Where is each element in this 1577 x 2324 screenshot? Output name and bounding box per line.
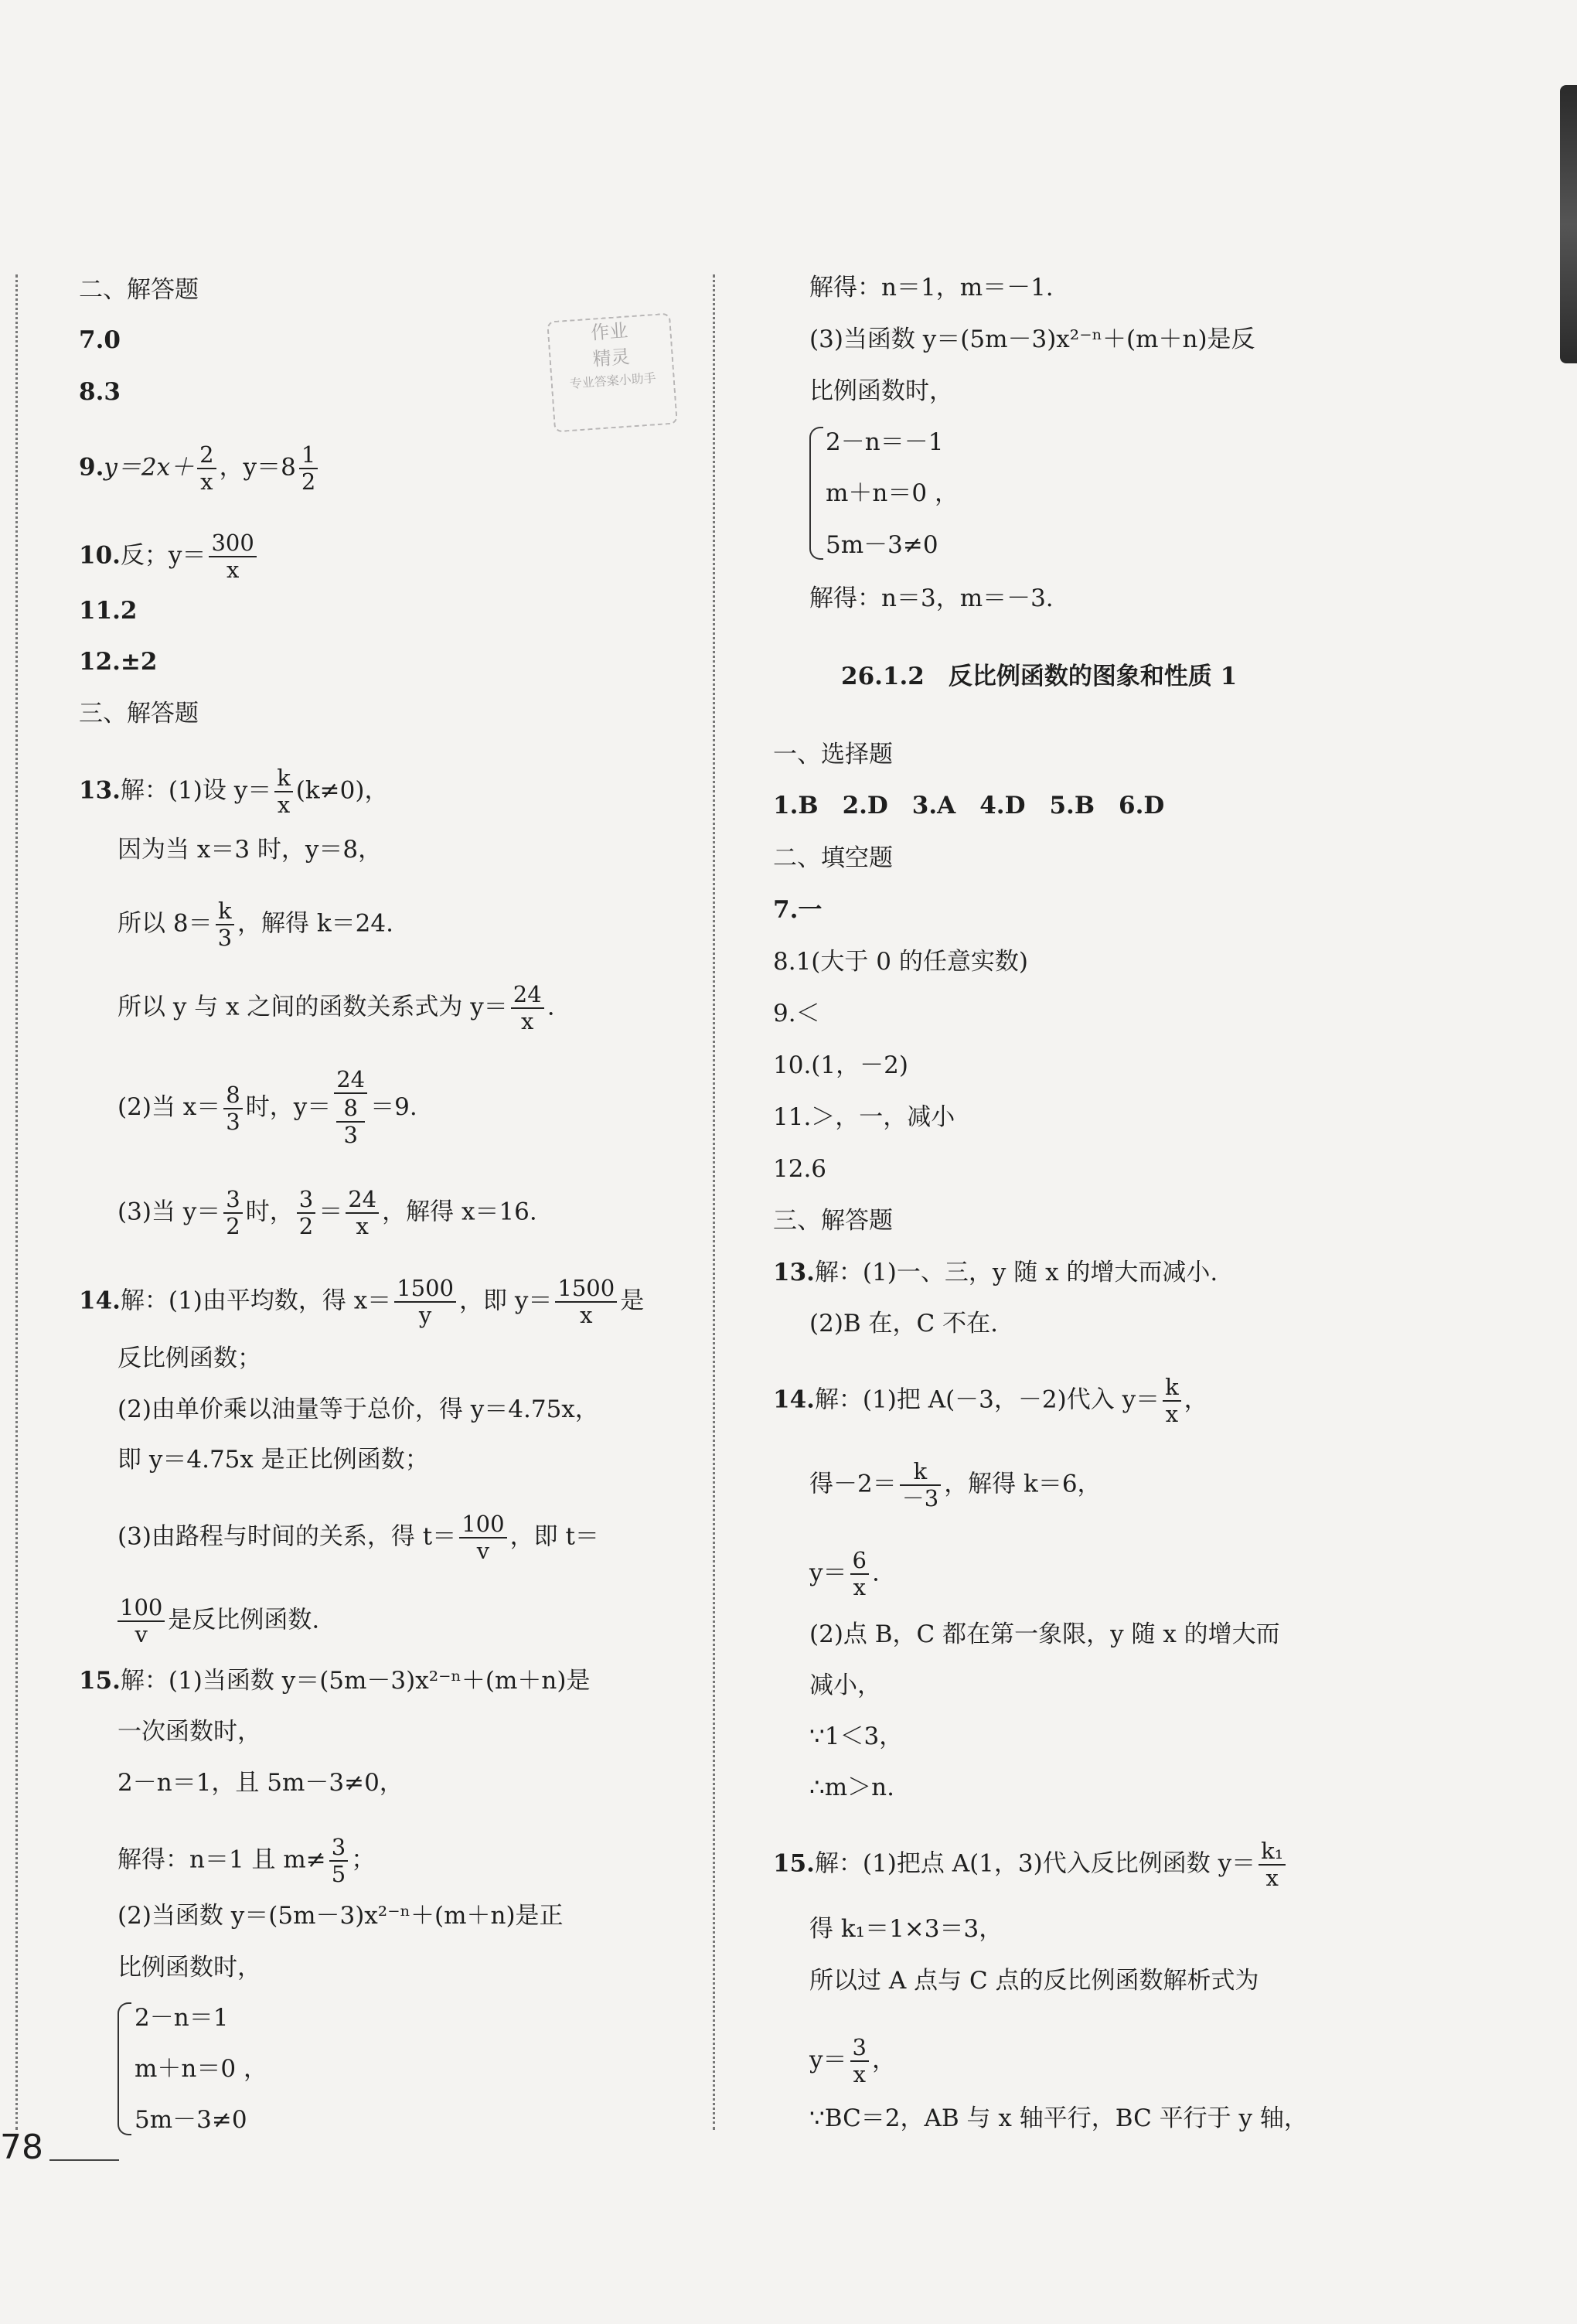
denominator: x [200, 469, 213, 495]
text: 解：(1)设 y＝ [120, 776, 272, 805]
text: y＝ [809, 1559, 847, 1587]
fraction [394, 1276, 456, 1328]
text: ， [871, 2046, 896, 2074]
watermark-stamp [547, 313, 678, 433]
section-heading: 三、解答题 [773, 1207, 893, 1235]
numerator: 6 [850, 1548, 869, 1575]
scan-edge-shadow [1560, 85, 1577, 363]
r-line4: 解得：n＝3，m＝－3. [809, 584, 1054, 612]
r-q13-line1 [773, 1257, 1218, 1288]
item-number: 9. [79, 453, 104, 482]
fraction [555, 1276, 617, 1328]
system-eq2: m＋n＝0 ， [135, 2055, 267, 2083]
system-eq1: 2－n＝－1 [826, 428, 944, 456]
column-divider-left [15, 274, 18, 2130]
text: ，即 y＝ [459, 1286, 553, 1315]
denominator: x [1165, 1401, 1179, 1427]
q13-line5 [118, 1067, 417, 1150]
text: 是反比例函数. [168, 1606, 320, 1634]
numerator: 3 [329, 1835, 348, 1862]
denominator: 2 [301, 469, 316, 495]
q13-line6 [118, 1187, 537, 1239]
denominator: 2 [226, 1213, 240, 1239]
denominator: x [853, 1574, 866, 1600]
numerator: k [900, 1459, 941, 1486]
text: . [547, 993, 555, 1021]
r-q14-line6: ∵1＜3， [809, 1723, 904, 1750]
denominator: x [277, 792, 291, 818]
fraction [511, 982, 544, 1034]
text: . [871, 1559, 880, 1587]
text: ＝ [318, 1198, 343, 1226]
item-number: 14. [79, 1286, 121, 1315]
r-q14-line7: ∴m＞n. [809, 1774, 894, 1801]
numerator: 3 [850, 2035, 869, 2062]
q13-line2: 因为当 x＝3 时，y＝8， [118, 836, 383, 864]
text: 解得：n＝1 且 m≠ [118, 1845, 326, 1874]
answer-7: 7.0 [79, 326, 121, 354]
numerator: 24 [334, 1067, 367, 1094]
fraction [118, 1595, 165, 1648]
item-number: 15. [79, 1667, 121, 1695]
text: 时，y＝ [245, 1093, 332, 1121]
r-q14-line1 [773, 1375, 1208, 1427]
inner-numerator: 8 [336, 1096, 365, 1123]
r-q14-line3 [809, 1548, 880, 1600]
r-q13-line2: (2)B 在，C 不在. [809, 1310, 998, 1337]
text: ， [1184, 1385, 1208, 1414]
text: 解：(1)把 A(－3，－2)代入 y＝ [814, 1385, 1160, 1414]
fraction [223, 1187, 242, 1239]
system-eq1: 2－n＝1 [135, 2004, 229, 2032]
fill-9: 9.＜ [773, 1000, 820, 1027]
system-eq2: m＋n＝0 ， [826, 479, 959, 507]
numerator: 300 [209, 530, 256, 557]
numerator: k [274, 765, 293, 792]
r-line1: 解得：n＝1，m＝－1. [809, 274, 1054, 302]
system-eq3: 5m－3≠0 [135, 2106, 247, 2134]
stamp-line1: 作业 [590, 319, 629, 344]
r-q14-line5: 减小， [809, 1671, 881, 1699]
fraction [329, 1835, 348, 1887]
denominator: x [1265, 1865, 1279, 1891]
text: (2)当 x＝ [118, 1093, 221, 1121]
r-q15-line4 [809, 2035, 896, 2087]
stamp-line3: 专业答案小助手 [569, 370, 657, 391]
numerator: k₁ [1259, 1838, 1286, 1866]
fraction [299, 442, 318, 495]
answer-10 [79, 530, 260, 583]
q15-line5: (2)当函数 y＝(5m－3)x²⁻ⁿ＋(m＋n)是正 [118, 1902, 564, 1930]
fill-11: 11.＞，一，减小 [773, 1103, 955, 1131]
q13-line4 [118, 982, 555, 1034]
q14-line1 [79, 1276, 644, 1328]
text: 时， [245, 1198, 294, 1226]
text: (3)由路程与时间的关系，得 t＝ [118, 1522, 457, 1551]
r-line2: (3)当函数 y＝(5m－3)x²⁻ⁿ＋(m＋n)是反 [809, 325, 1255, 353]
denominator: v [476, 1538, 490, 1564]
numerator: 1500 [555, 1276, 617, 1303]
q14-line3: (2)由单价乘以油量等于总价，得 y＝4.75x， [118, 1395, 599, 1423]
fraction [209, 530, 256, 583]
numerator: 24 [511, 982, 544, 1009]
section-heading: 二、填空题 [773, 844, 893, 872]
q15-line6: 比例函数时， [118, 1954, 261, 1982]
numerator: 100 [459, 1511, 506, 1539]
q15-line3: 2－n＝1，且 5m－3≠0， [118, 1769, 404, 1797]
numerator: k [216, 898, 234, 925]
text: ＝9. [370, 1093, 417, 1121]
fraction [346, 1187, 379, 1239]
item-number: 13. [773, 1259, 815, 1286]
text: 得－2＝ [809, 1470, 897, 1498]
section-heading: 三、解答题 [79, 700, 199, 728]
text: 解：(1)一、三，y 随 x 的增大而减小. [814, 1259, 1218, 1286]
r-q15-line1 [773, 1838, 1289, 1891]
text: ，y＝8 [219, 453, 296, 482]
text: ，解得 k＝24. [237, 909, 393, 938]
choice-answers: 1.B 2.D 3.A 4.D 5.B 6.D [773, 792, 1165, 820]
fraction [850, 1548, 869, 1600]
r-q15-line2: 得 k₁＝1×3＝3， [809, 1915, 1003, 1943]
denominator: x [226, 557, 240, 583]
denominator: 2 [298, 1213, 314, 1239]
q15-line1 [79, 1665, 590, 1696]
numerator: 1500 [394, 1276, 456, 1303]
text: ，解得 x＝16. [382, 1198, 537, 1226]
q14-line6 [118, 1595, 319, 1648]
page-number: 78 [0, 2128, 43, 2167]
page-number-rule [49, 2159, 119, 2161]
item-number: 10. [79, 541, 121, 570]
section-heading: 一、选择题 [773, 741, 893, 768]
numerator: k [1163, 1375, 1181, 1402]
item-number: 15. [773, 1849, 815, 1878]
complex-fraction [334, 1067, 367, 1150]
denominator: 3 [217, 925, 233, 951]
system-eq3: 5m－3≠0 [826, 531, 938, 559]
fraction [274, 765, 293, 818]
numerator: 2 [197, 442, 216, 469]
column-divider-center [713, 274, 715, 2130]
text: 是 [620, 1286, 645, 1315]
section-heading: 二、解答题 [79, 276, 199, 304]
text: y＝ [809, 2046, 847, 2074]
fraction [297, 1187, 315, 1239]
answer-9 [79, 442, 321, 495]
inner-denominator: 3 [343, 1122, 358, 1148]
q14-line5 [118, 1511, 599, 1564]
answer-12: 12.±2 [79, 648, 158, 676]
fraction [850, 2035, 869, 2087]
fill-7: 7.一 [773, 896, 823, 924]
q14-line2: 反比例函数； [118, 1344, 261, 1372]
text: (3)当 y＝ [118, 1198, 221, 1226]
q14-line4: 即 y＝4.75x 是正比例函数； [118, 1446, 429, 1474]
text: ，即 t＝ [509, 1522, 599, 1551]
denominator: x [853, 2061, 866, 2087]
text: ，解得 k＝6， [944, 1470, 1102, 1498]
item-number: 14. [773, 1385, 815, 1414]
stamp-line2: 精灵 [591, 346, 631, 370]
denominator: v [135, 1621, 148, 1648]
fill-12: 12.6 [773, 1155, 827, 1183]
r-q14-line4: (2)点 B，C 都在第一象限，y 随 x 的增大而 [809, 1620, 1280, 1648]
text: 解：(1)把点 A(1，3)代入反比例函数 y＝ [814, 1849, 1256, 1878]
item-number: 13. [79, 776, 121, 805]
section-title: 26.1.2 反比例函数的图象和性质 1 [841, 663, 1238, 690]
answer-11: 11.2 [79, 597, 138, 625]
denominator: －3 [901, 1485, 939, 1511]
equation-system-brace [809, 427, 823, 560]
numerator: 3 [223, 1187, 242, 1214]
denominator: x [521, 1008, 534, 1034]
text: 所以 y 与 x 之间的函数关系式为 y＝ [118, 993, 508, 1021]
denominator: 3 [226, 1108, 240, 1135]
numerator: 8 [223, 1082, 242, 1109]
text: 反；y＝ [120, 541, 206, 570]
denominator: x [580, 1302, 593, 1328]
fill-10: 10.(1，－2) [773, 1051, 908, 1079]
answer-8: 8.3 [79, 378, 121, 406]
numerator: 1 [299, 442, 318, 469]
text: 所以 8＝ [118, 909, 213, 938]
q13-line1 [79, 765, 388, 818]
text: y＝2x＋ [104, 453, 195, 482]
text: 解：(1)由平均数，得 x＝ [120, 1286, 392, 1315]
equation-system-brace [118, 2002, 131, 2135]
fraction [216, 898, 234, 951]
text: 解：(1)当函数 y＝(5m－3)x²⁻ⁿ＋(m＋n)是 [120, 1667, 591, 1695]
fill-8: 8.1(大于 0 的任意实数) [773, 948, 1028, 976]
denominator: 5 [331, 1861, 346, 1887]
fraction [900, 1459, 941, 1511]
denominator: y [418, 1302, 432, 1328]
r-q15-line5: ∵BC＝2，AB 与 x 轴平行，BC 平行于 y 轴， [809, 2104, 1308, 2132]
numerator: 24 [346, 1187, 379, 1214]
r-q15-line3: 所以过 A 点与 C 点的反比例函数解析式为 [809, 1967, 1259, 1995]
fraction [1163, 1375, 1181, 1427]
text: (k≠0)， [295, 776, 389, 805]
numerator: 100 [118, 1595, 165, 1622]
numerator: 3 [297, 1187, 315, 1214]
fraction [1259, 1838, 1286, 1891]
r-line3: 比例函数时， [809, 377, 953, 405]
q15-line2: 一次函数时， [118, 1718, 261, 1746]
text: ； [351, 1845, 376, 1874]
r-q14-line2 [809, 1459, 1102, 1511]
q13-line3 [118, 898, 393, 951]
fraction [459, 1511, 506, 1564]
denominator: x [356, 1213, 369, 1239]
fraction [223, 1082, 242, 1135]
fraction [197, 442, 216, 495]
q15-line4 [118, 1835, 375, 1887]
